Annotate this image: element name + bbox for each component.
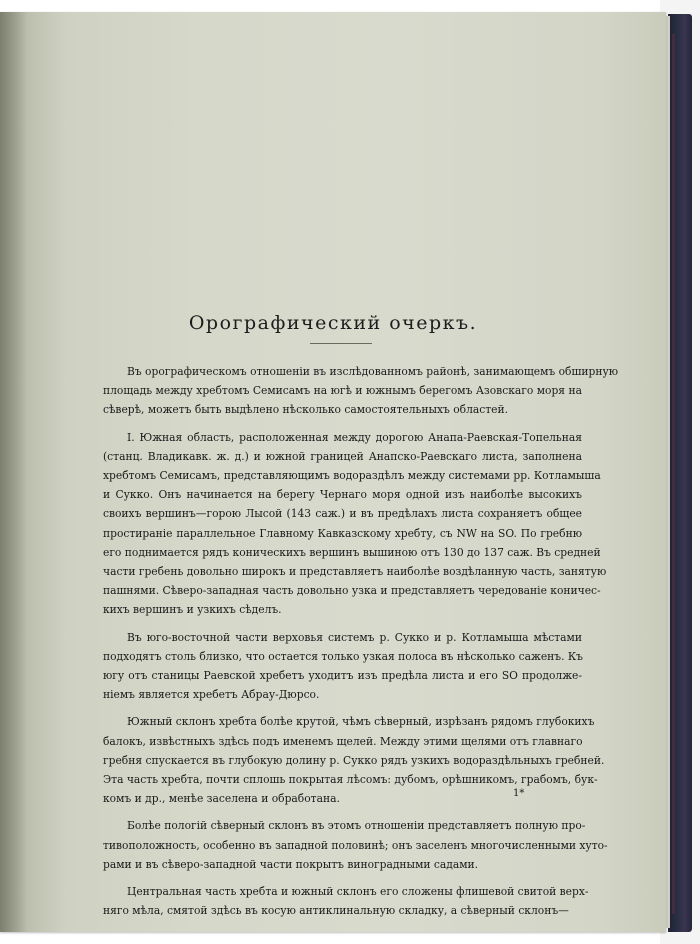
text-line: Южный склонъ хребта болѣе крутой, чѣмъ сѣверный, изрѣзанъ рядомъ глубокихъ <box>127 715 595 729</box>
text-line: и Сукко. Онъ начинается на берегу Чернаго моря одной изъ наиболѣе высокихъ <box>103 488 582 502</box>
heading-rule <box>310 343 372 344</box>
paragraph <box>103 628 582 705</box>
paragraph <box>103 712 605 808</box>
text-line: комъ и др., менѣе заселена и обработана. <box>103 792 340 806</box>
text-line: площадь между хребтомъ Семисамъ на югѣ и южнымъ берегомъ Азовскаго моря на <box>103 384 582 398</box>
body-text <box>103 362 619 928</box>
text-line: Болѣе пологій сѣверный склонъ въ этомъ отношеніи представляетъ полную про- <box>127 819 586 833</box>
text-line: хребтомъ Семисамъ, представляющимъ водораздѣлъ между системами рр. Котламыша <box>103 469 601 483</box>
paragraph <box>103 816 608 874</box>
text-line: рами и въ сѣверо-западной части покрытъ виноградными садами. <box>103 857 479 871</box>
text-line: Эта часть хребта, почти сплошь покрытая лѣсомъ: дубомъ, орѣшникомъ, грабомъ, бук- <box>103 773 598 787</box>
text-line: Въ юго-восточной части верховья системъ р. Сукко и р. Котламыша мѣстами <box>127 630 582 644</box>
text-line: своихъ вершинъ—горою Лысой (143 саж.) и въ предѣлахъ листа сохраняетъ общее <box>103 507 582 521</box>
paragraph <box>103 428 607 620</box>
book-page <box>0 12 666 932</box>
text-line: няго мѣла, смятой здѣсь въ косую антиклинальную складку, а сѣверный склонъ— <box>103 904 569 918</box>
text-line: пашнями. Сѣверо-западная часть довольно узка и представляетъ чередованіе коничес- <box>103 584 601 598</box>
book-cover-edge <box>668 14 692 932</box>
page-number: 1* <box>513 788 525 799</box>
text-line: подходятъ столь близко, что остается только узкая полоса въ нѣсколько саженъ. Къ <box>103 649 583 663</box>
text-line: I. Южная область, расположенная между дорогою Анапа-Раевская-Топельная <box>127 430 582 444</box>
text-line: балокъ, извѣстныхъ здѣсь подъ именемъ щелей. Между этими щелями отъ главнаго <box>103 734 583 748</box>
paragraph <box>103 882 589 920</box>
text-line: простираніе параллельное Главному Кавказскому хребту, съ NW на SO. По гребню <box>103 526 582 540</box>
text-line: югу отъ станицы Раевской хребетъ уходитъ изъ предѣла листа и его SO продолже- <box>103 669 582 683</box>
chapter-heading: Орографический очеркъ. <box>188 312 478 334</box>
text-line: части гребень довольно широкъ и представляетъ наиболѣе воздѣланную часть, занятую <box>103 565 607 579</box>
text-line: гребня спускается въ глубокую долину р. Сукко рядъ узкихъ водораздѣльныхъ гребней. <box>103 753 605 767</box>
text-line: тивоположность, особенно въ западной половинѣ; онъ заселенъ многочисленными хуто- <box>103 838 608 852</box>
text-line: ніемъ является хребетъ Абрау-Дюрсо. <box>103 688 320 702</box>
text-line: Въ орографическомъ отношеніи въ изслѣдованномъ районѣ, занимающемъ обширную <box>127 365 619 378</box>
paragraph <box>103 362 619 420</box>
text-line: (станц. Владикавк. ж. д.) и южной границей Анапско-Раевскаго листа, заполнена <box>103 449 582 463</box>
text-line: сѣверѣ, можетъ быть выдѣлено нѣсколько самостоятельныхъ областей. <box>103 403 508 417</box>
text-line: Центральная часть хребта и южный склонъ его сложены флишевой свитой верх- <box>127 885 589 899</box>
text-line: кихъ вершинъ и узкихъ сѣделъ. <box>103 603 282 617</box>
text-line: его поднимается рядъ коническихъ вершинъ вышиною отъ 130 до 137 саж. Въ средней <box>103 545 601 559</box>
gutter-shadow <box>0 12 28 932</box>
